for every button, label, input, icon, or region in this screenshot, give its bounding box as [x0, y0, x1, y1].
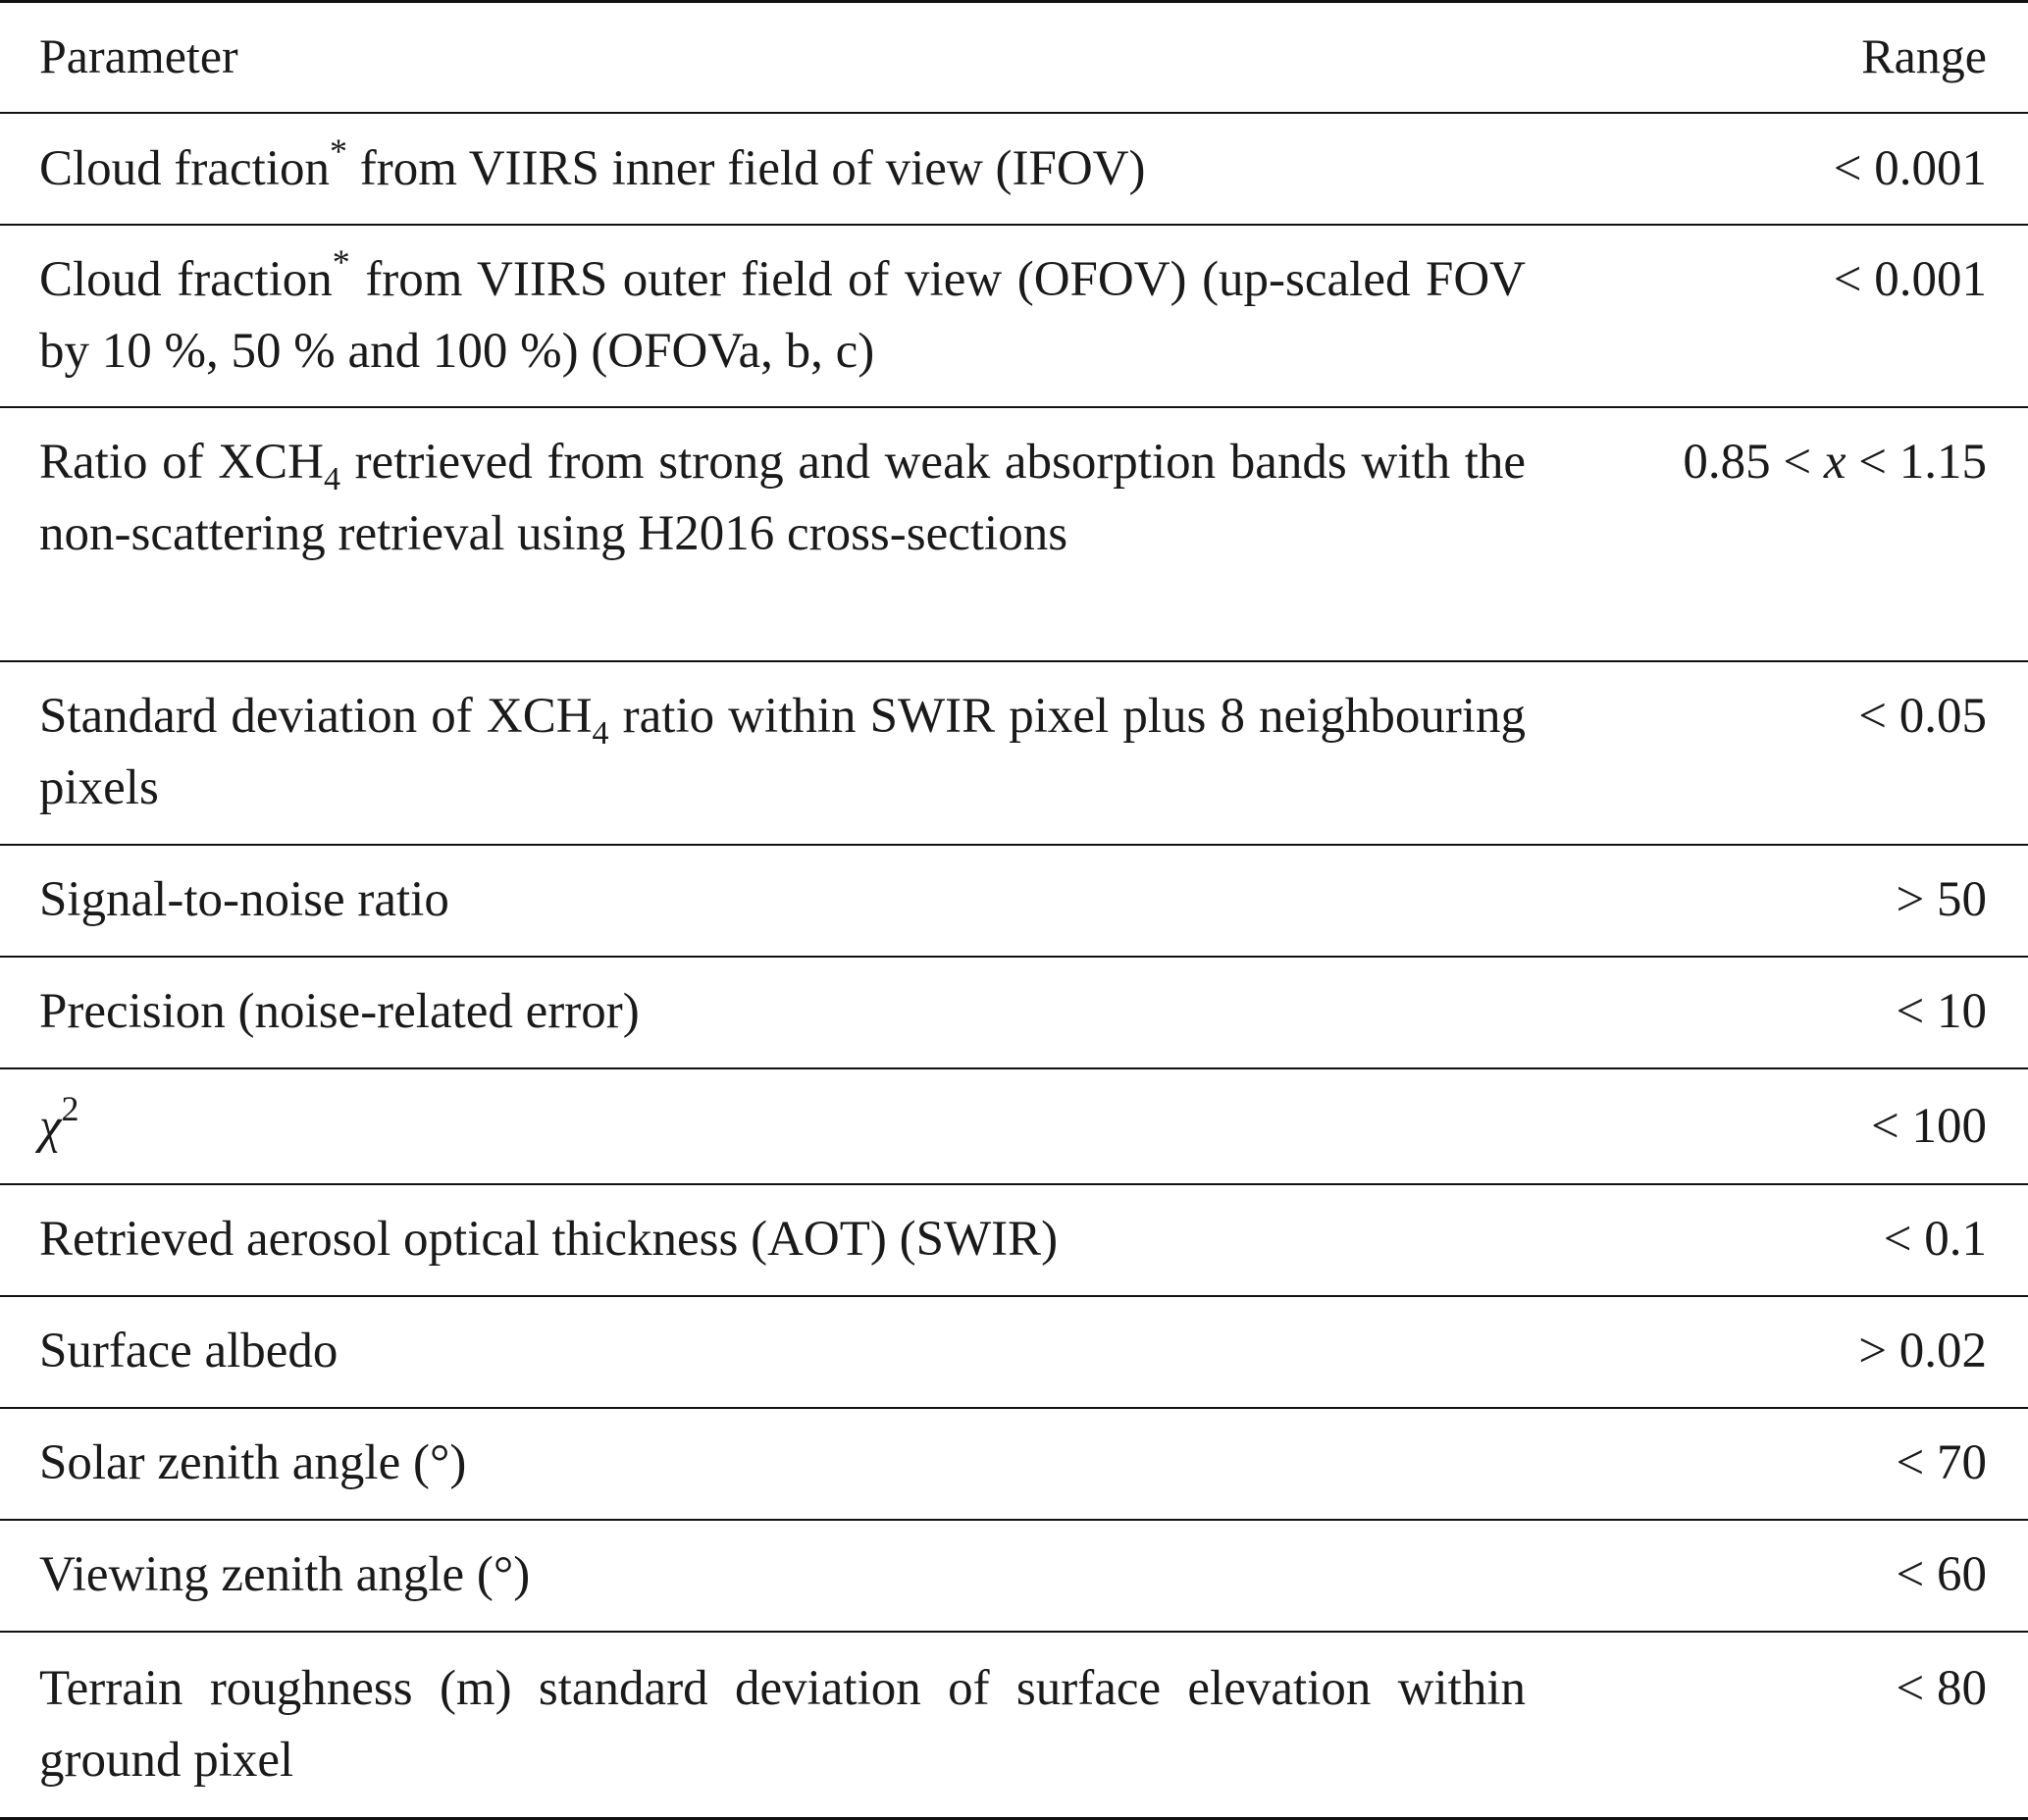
row-range: > 50 [1896, 872, 1987, 927]
table-row [0, 226, 2028, 408]
table-row [0, 1069, 2028, 1185]
row-parameter: Signal-to-noise ratio [39, 872, 449, 927]
row-range: < 0.001 [1833, 141, 1987, 196]
row-parameter: Precision (noise-related error) [39, 984, 640, 1039]
row-parameter: Solar zenith angle (°) [39, 1435, 467, 1490]
row-parameter: Surface albedo [39, 1324, 338, 1378]
row-parameter: Terrain roughness (m) standard deviation of surface elevation within ground pixel [39, 1661, 1526, 1788]
row-range: < 70 [1896, 1435, 1987, 1490]
table-row [0, 662, 2028, 846]
header-range: Range [1861, 28, 1987, 83]
row-parameter: Viewing zenith angle (°) [39, 1547, 531, 1602]
row-range: 0.85 < x < 1.15 [1683, 435, 1987, 490]
row-range: < 80 [1896, 1661, 1987, 1716]
row-range: < 100 [1870, 1099, 1987, 1154]
table-row [0, 958, 2028, 1069]
row-range: < 0.001 [1833, 252, 1987, 307]
table-row [0, 1409, 2028, 1521]
table-row [0, 1297, 2028, 1409]
table-header-row [0, 3, 2028, 114]
row-parameter: $\chi^2$ [39, 1089, 79, 1154]
row-parameter: Cloud fraction* from VIIRS inner field of view (IFOV) [39, 131, 1146, 196]
row-parameter: Cloud fraction* from VIIRS outer field of view (OFOV) (up-scaled FOV by 10 %, 50 % and 100 %) (OFOVa, b, c) [39, 242, 1527, 379]
row-range: < 10 [1896, 984, 1987, 1039]
table-row [0, 846, 2028, 958]
table-row [0, 114, 2028, 226]
row-range: > 0.02 [1858, 1324, 1987, 1378]
row-parameter: Ratio of $XCH_4$ retrieved from strong and weak absorption bands with the non-scattering retrieval using H2016 cross-sections [39, 435, 1527, 561]
table-row [0, 1185, 2028, 1297]
row-parameter: Retrieved aerosol optical thickness (AOT) (SWIR) [39, 1212, 1059, 1267]
table-row [0, 408, 2028, 662]
header-parameter: Parameter [39, 28, 238, 83]
table-row [0, 1633, 2028, 1817]
row-range: < 60 [1896, 1547, 1987, 1602]
row-parameter: Standard deviation of $XCH_4$ ratio within SWIR pixel plus 8 neighbouring pixels [39, 689, 1527, 815]
table-row [0, 1521, 2028, 1633]
row-range: < 0.05 [1858, 689, 1987, 744]
row-range: < 0.1 [1883, 1212, 1987, 1267]
